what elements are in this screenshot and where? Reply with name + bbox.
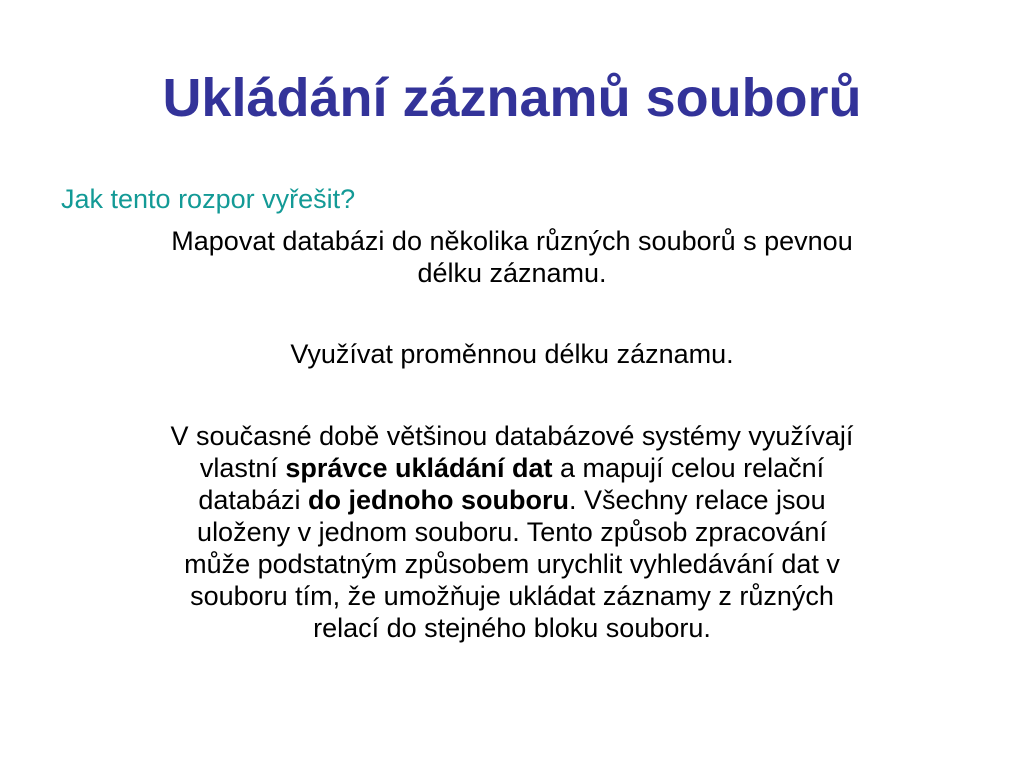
paragraph-current-systems-line-2 — [70, 452, 954, 484]
line-3-text-before: databázi — [198, 485, 308, 515]
line-2-text-after: a mapují celou relační — [552, 453, 825, 483]
single-file-emphasis: do jednoho souboru — [307, 485, 569, 515]
paragraph-variable-length — [75, 338, 949, 370]
line-2-text-before: vlastní — [199, 453, 286, 483]
paragraph-current-systems-line-7: relací do stejného bloku souboru. — [313, 613, 711, 643]
paragraph-current-systems-line-5: může podstatným způsobem urychlit vyhledávání dat v — [184, 549, 840, 579]
paragraph-mapping-line-1: Mapovat databázi do několika různých souborů s pevnou — [171, 226, 853, 256]
storage-manager-emphasis: správce ukládání dat — [285, 453, 553, 483]
paragraph-variable-length-line: Využívat proměnnou délku záznamu. — [290, 339, 734, 369]
slide-title: Ukládání záznamů souborů — [162, 68, 862, 128]
paragraph-current-systems-line-1: V současné době většinou databázové systémy využívají — [170, 421, 854, 451]
paragraph-current-systems-line-6: souboru tím, že umožňuje ukládat záznamy z různých — [190, 581, 834, 611]
paragraph-mapping-line-2: délku záznamu. — [417, 258, 607, 288]
question-text: Jak tento rozpor vyřešit? — [61, 184, 356, 214]
paragraph-mapping — [75, 225, 949, 289]
paragraph-current-systems — [70, 420, 954, 644]
paragraph-current-systems-line-4: uloženy v jednom souboru. Tento způsob zpracování — [197, 517, 827, 547]
paragraph-current-systems-line-3 — [70, 484, 954, 516]
line-3-text-after: . Všechny relace jsou — [568, 485, 826, 515]
